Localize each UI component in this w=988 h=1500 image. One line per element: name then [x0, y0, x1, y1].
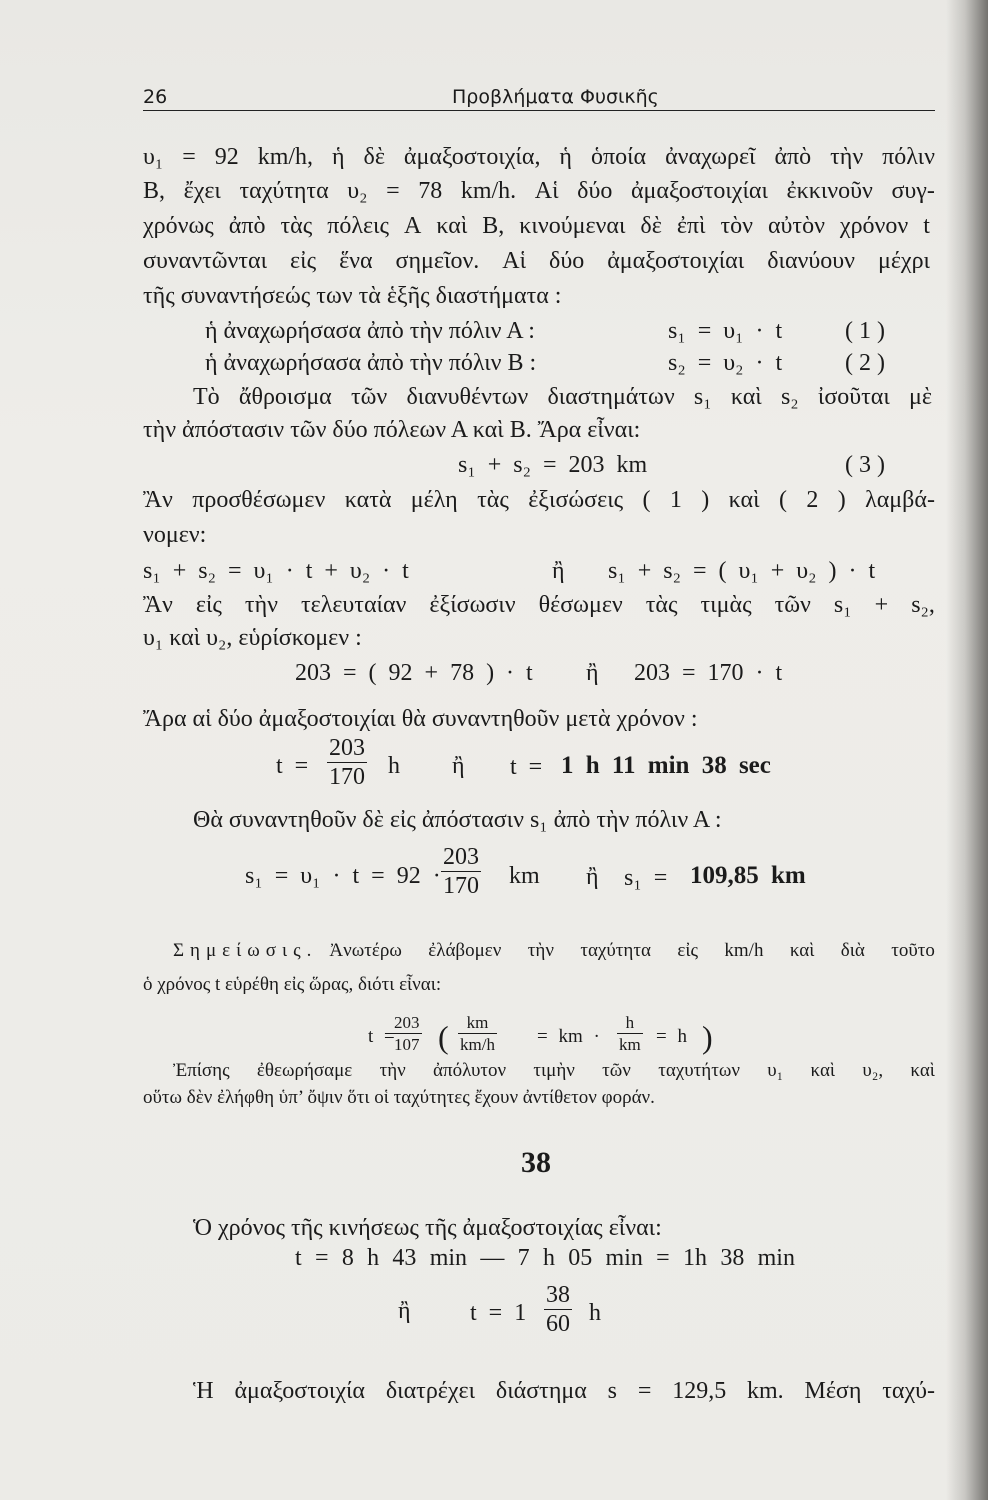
body-line — [143, 590, 935, 620]
word: ταχύτητα — [580, 940, 651, 961]
equation-formula: 203 = 170 · t — [634, 660, 783, 686]
word: ) — [701, 487, 710, 513]
word: ἡ — [559, 144, 572, 170]
fraction-denominator: 170 — [329, 764, 365, 790]
result-distance: 109,85 km — [690, 862, 806, 889]
body-line: Θὰ συναντηθοῦν δὲ εἰς ἀπόστασιν s₁ ἀπὸ τὴν πόλιν Α : — [193, 807, 722, 833]
fraction-numerator: 203 — [394, 1013, 420, 1032]
word: ἔχει — [183, 178, 221, 204]
word: κατὰ — [344, 487, 392, 513]
fraction-numerator: 38 — [546, 1282, 570, 1308]
word: ἀπὸ — [228, 213, 266, 239]
word: min — [757, 1245, 795, 1271]
word: διανύουν — [767, 248, 855, 274]
body-line: Ἄρα αἱ δύο ἀμαξοστοιχίαι θὰ συναντηθοῦν μετὰ χρόνον : — [143, 706, 698, 732]
word: μέχρι — [877, 248, 930, 274]
body-line — [143, 246, 930, 276]
fraction-numerator: h — [625, 1013, 635, 1032]
word: θέσωμεν — [538, 592, 623, 618]
word: km/h, — [257, 144, 314, 170]
word: καὶ — [789, 940, 815, 961]
word: h — [367, 1245, 380, 1271]
note-label: Σημείωσις. — [173, 940, 318, 961]
fraction-denominator: 170 — [443, 873, 479, 899]
word: υ₁ — [767, 1060, 784, 1081]
word: 92 — [214, 144, 239, 170]
fraction-numerator: 203 — [443, 844, 479, 870]
word: Ἀνωτέρω — [329, 940, 402, 961]
word: διαστημάτων — [547, 384, 675, 410]
word: εἰς — [290, 248, 317, 274]
note-line: οὕτω δὲν ἐλήφθη ὑπ’ ὄψιν ὅτι οἱ ταχύτητες ἔχουν ἀντίθετον φοράν. — [143, 1087, 655, 1108]
unit: h — [589, 1300, 601, 1326]
word: καὶ — [436, 213, 468, 239]
word: καὶ — [910, 1060, 935, 1081]
fraction-denominator: 107 — [394, 1035, 420, 1054]
word: = — [314, 1245, 329, 1271]
word: 1 — [669, 487, 682, 513]
word: προσθέσωμεν — [192, 487, 326, 513]
word: s₁ — [833, 592, 852, 618]
word: = — [656, 1245, 670, 1271]
equation-lhs: t = — [510, 754, 543, 780]
equation-lhs: s₁ = υ₁ · t = 92 · — [245, 863, 441, 889]
fraction — [392, 1012, 422, 1055]
word: τελευταίαν — [300, 592, 407, 618]
word: 129,5 — [672, 1378, 727, 1404]
word: δύο — [577, 178, 613, 204]
word: ἐκκινοῦν — [786, 178, 873, 204]
word: 38 — [720, 1245, 745, 1271]
equation-label: ἡ ἀναχωρήσασα ἀπὸ τὴν πόλιν Β : — [205, 350, 537, 376]
open-paren: ( — [438, 1019, 449, 1055]
word: = — [386, 178, 400, 204]
word: = — [182, 144, 196, 170]
close-paren: ) — [702, 1019, 713, 1055]
word: ἐπὶ — [676, 213, 706, 239]
equation-formula: s₁ + s₂ = υ₁ · t + υ₂ · t — [143, 558, 409, 584]
note-text — [329, 939, 935, 963]
equation-lhs: s₁ = — [624, 865, 668, 891]
word: τιμὴν — [533, 1060, 575, 1081]
word: τὰς — [280, 213, 313, 239]
word: ἀμαξοστοιχίαι — [607, 248, 745, 274]
word: συγ- — [891, 178, 935, 204]
word: t — [295, 1245, 302, 1271]
word: ἡ — [332, 144, 345, 170]
word: Ἐπίσης — [173, 1060, 230, 1081]
or-word: ἢ — [586, 660, 599, 686]
word: ταχύτητα — [239, 178, 329, 204]
word: Ἡ — [193, 1378, 214, 1404]
word: km/h. — [460, 178, 517, 204]
equation-end: = h — [656, 1026, 687, 1047]
fraction — [617, 1012, 643, 1055]
unit: km — [509, 863, 540, 889]
equation-lhs: t = 1 — [470, 1300, 527, 1326]
word: συναντῶνται — [143, 248, 268, 274]
word: Β, — [482, 213, 505, 239]
word: h — [542, 1245, 555, 1271]
word: ὁποία — [590, 144, 647, 170]
equation-middle: = km · — [537, 1026, 600, 1047]
word: s₁ — [693, 384, 712, 410]
word: ταχύ- — [882, 1378, 935, 1404]
note-line: ὁ χρόνος t εὑρέθη εἰς ὥρας, διότι εἶναι: — [143, 974, 442, 995]
fraction-denominator: 60 — [546, 1311, 570, 1337]
body-line: τὴν ἀπόστασιν τῶν δύο πόλεων Α καὶ Β. Ἄρα εἶναι: — [143, 417, 641, 443]
word: διάστημα — [495, 1378, 587, 1404]
header-rule — [143, 110, 935, 111]
body-line: νομεν: — [143, 522, 207, 548]
or-word: ἢ — [586, 864, 599, 890]
equation-number: ( 2 ) — [845, 350, 885, 376]
word: μέλη — [410, 487, 458, 513]
word: 43 — [392, 1245, 417, 1271]
word: υ₂ — [347, 178, 368, 204]
body-line — [143, 142, 935, 172]
word: ἀπόλυτον — [433, 1060, 507, 1081]
word: τὰς — [645, 592, 678, 618]
word: ( — [642, 487, 651, 513]
word: Τὸ — [193, 384, 220, 410]
equation-formula: s₁ + s₂ = ( υ₁ + υ₂ ) · t — [608, 558, 876, 584]
word: σημεῖον. — [395, 248, 480, 274]
word: min — [605, 1245, 643, 1271]
word: s₂, — [911, 592, 935, 618]
word: τοῦτο — [891, 940, 935, 961]
word: εἰς — [677, 940, 698, 961]
word: δὲ — [640, 213, 662, 239]
word: λαμβά- — [865, 487, 935, 513]
word: ταχυτήτων — [658, 1060, 740, 1081]
word: μὲ — [909, 384, 932, 410]
word: t — [923, 213, 930, 239]
equation-number: ( 1 ) — [845, 318, 885, 344]
word: καὶ — [730, 384, 762, 410]
word: πόλιν — [882, 144, 935, 170]
word: πόλεις — [327, 213, 390, 239]
word: Ἂν — [143, 592, 173, 618]
word: s — [607, 1378, 617, 1404]
word: δύο — [549, 248, 585, 274]
body-line — [193, 1376, 935, 1406]
word: υ₂, — [862, 1060, 884, 1081]
problem-number-heading: 38 — [521, 1146, 551, 1179]
word: υ₁ — [143, 144, 164, 170]
word: εἰς — [195, 592, 222, 618]
equation-formula: s₁ = υ₁ · t — [668, 318, 783, 344]
word: Ἂν — [143, 487, 173, 513]
word: καὶ — [728, 487, 760, 513]
word: τιμὰς — [700, 592, 752, 618]
word: τὴν — [244, 592, 278, 618]
word: ἰσοῦται — [817, 384, 890, 410]
running-title: Προβλήματα Φυσικῆς — [452, 86, 659, 108]
word: + — [874, 592, 889, 618]
word: — — [480, 1245, 505, 1271]
fraction-denominator: km/h — [460, 1035, 495, 1054]
word: κινούμεναι — [519, 213, 626, 239]
result-time: 1 h 11 min 38 sec — [561, 752, 771, 779]
word: αὐτὸν — [767, 213, 825, 239]
word: Α — [404, 213, 422, 239]
equation-formula — [295, 1243, 795, 1273]
equation-label: ἡ ἀναχωρήσασα ἀπὸ τὴν πόλιν Α : — [205, 318, 535, 344]
binding-shadow — [946, 0, 988, 1500]
word: min — [429, 1245, 468, 1271]
body-line — [143, 176, 935, 206]
equation-lhs: t = — [276, 753, 309, 779]
page-number: 26 — [143, 86, 168, 108]
word: s₂ — [780, 384, 799, 410]
word: ) — [837, 487, 846, 513]
word: = — [637, 1378, 652, 1404]
fraction-numerator: 203 — [329, 735, 365, 761]
word: ἕνα — [339, 248, 373, 274]
or-word: ἢ — [398, 1298, 411, 1324]
body-line: υ₁ καὶ υ₂, εὑρίσκομεν : — [143, 625, 362, 651]
fraction — [441, 843, 481, 900]
note-line — [173, 1059, 935, 1083]
word: τῶν — [602, 1060, 631, 1081]
body-line: Ὁ χρόνος τῆς κινήσεως τῆς ἀμαξοστοιχίας εἶναι: — [193, 1215, 662, 1241]
equation-lhs: t = — [368, 1026, 395, 1047]
word: καὶ — [810, 1060, 836, 1081]
equation-formula: 203 = ( 92 + 78 ) · t — [295, 660, 533, 686]
fraction — [458, 1012, 497, 1055]
word: τὴν — [527, 940, 554, 961]
or-word: ἢ — [552, 558, 565, 584]
word: τὴν — [379, 1060, 406, 1081]
word: km/h — [724, 940, 764, 961]
equation-number: ( 3 ) — [845, 452, 885, 478]
word: ἐξίσωσιν — [429, 592, 516, 618]
word: 78 — [418, 178, 443, 204]
word: ἐξισώσεις — [528, 487, 624, 513]
word: τῶν — [774, 592, 811, 618]
word: τὴν — [830, 144, 864, 170]
word: ἀμαξοστοιχίαι — [630, 178, 768, 204]
word: τὸν — [720, 213, 753, 239]
word: ἐλάβομεν — [428, 940, 502, 961]
word: διὰ — [840, 940, 865, 961]
word: ἀμαξοστοιχία, — [403, 144, 541, 170]
word: Αἱ — [502, 248, 527, 274]
word: χρόνως — [143, 213, 214, 239]
word: ( — [778, 487, 787, 513]
body-line — [143, 485, 935, 515]
fraction-denominator: km — [619, 1035, 641, 1054]
word: Αἱ — [534, 178, 559, 204]
word: τὰς — [477, 487, 509, 513]
word: τῶν — [350, 384, 388, 410]
equation-formula: s₂ = υ₂ · t — [668, 350, 783, 376]
word: ἀμαξοστοιχία — [234, 1378, 365, 1404]
word: διατρέχει — [385, 1378, 476, 1404]
word: διανυθέντων — [406, 384, 529, 410]
word: km. — [747, 1378, 784, 1404]
word: 05 — [568, 1245, 593, 1271]
fraction-numerator: km — [466, 1013, 489, 1032]
word: ἄθροισμα — [238, 384, 332, 410]
body-line — [143, 211, 930, 241]
body-line: τῆς συναντήσεώς των τὰ ἑξῆς διαστήματα : — [143, 283, 562, 309]
word: 1h — [683, 1245, 708, 1271]
body-line — [193, 382, 932, 412]
word: ἀναχωρεῖ — [665, 144, 756, 170]
word: ἀπὸ — [774, 144, 812, 170]
fraction — [327, 734, 367, 791]
note-line — [173, 939, 935, 963]
word: δὲ — [363, 144, 385, 170]
word: 2 — [806, 487, 819, 513]
word: 7 — [517, 1245, 530, 1271]
unit: h — [388, 753, 400, 779]
word: 8 — [341, 1245, 354, 1271]
word: Β, — [143, 178, 166, 204]
equation-formula: s₁ + s₂ = 203 km — [458, 452, 648, 478]
or-word: ἢ — [452, 753, 465, 779]
word: χρόνον — [839, 213, 909, 239]
fraction — [544, 1281, 572, 1338]
word: Μέση — [804, 1378, 862, 1404]
word: ἐθεωρήσαμε — [256, 1060, 353, 1081]
